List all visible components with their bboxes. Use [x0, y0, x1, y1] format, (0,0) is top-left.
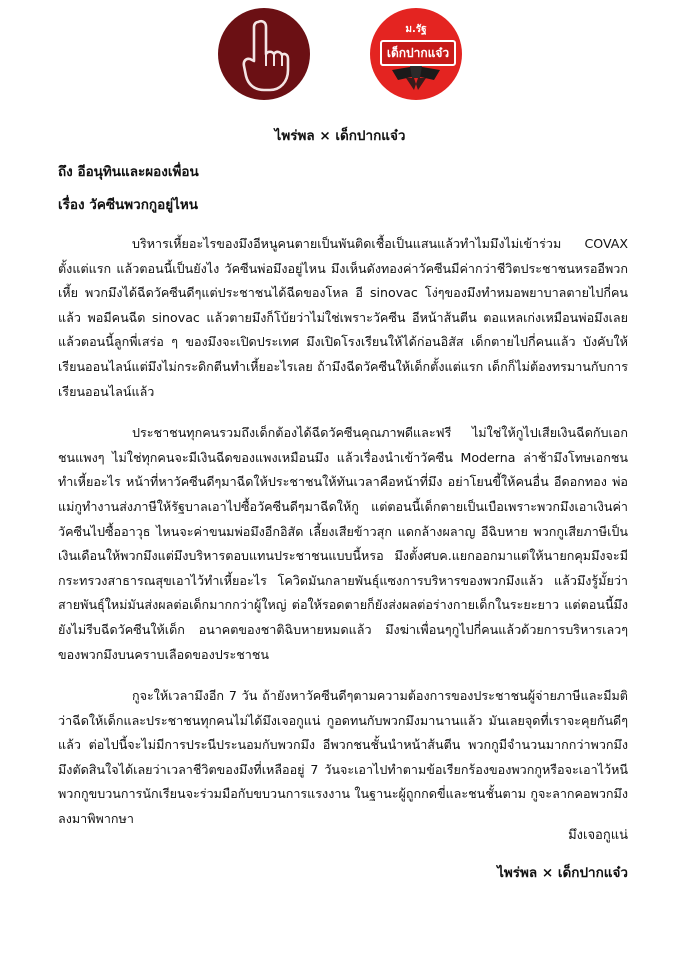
letter-paragraph-2: ประชาชนทุกคนรวมถึงเด็กต้องได้ฉีดวัคซีนคุณภาพดีและฟรี ไม่ใช่ให้กูไปเสียเงินฉีดกับเอกชนแพงๆ ไม่ใช่ทุกคนจะมีเงินฉีดของแพงเหมือนมึง แล้วเรื่องนำเข้าวัคซีน Moderna ล่าช้ามึงโทษเอกชนทำเหี้ยอะไร หน้าที่หาวัคซีนดีๆมาฉีดให้ประชาชนให้ทันเวลาคือหน้าที่มึง อย่าโยนขี้ให้คนอื่น อีดอกทอง พ่อแม่กูทำงานส่งภาษีให้รัฐบาลเอาไปซื้อวัคซีนดีๆมาฉีดให้กู แต่ตอนนี้เด็กตายเป็นเบือเพราะพวกมึงเอาเงินค่าวัคซีนไปซื้ออาวุธ ไหนจะค่าขนมพ่อมึงอีกอิสัด เลี้ยงเสียข้าวสุก แดกล้างผลาญ อีฉิบหาย พวกกูเสียภาษีเป็นเงินเดือนให้พวกมึงแต่มึงบริหารตอบแทนประชาชนแบบนี้หรอ มึงตั้งศบค.แยกออกมาแต่ให้นายกคุมมึงจะมีกระทรวงสาธารณสุขเอาไว้ทำเหี้ยอะไร โควิดมันกลายพันธุ์แซงการบริหารของพวกมึงแล้ว แล้วมึงรู้มั้ยว่าสายพันธุ์ใหม่มันส่งผลต่อเด็กมากกว่าผู้ใหญ่ ต่อให้รอดตายก็ยังส่งผลต่อร่างกายเด็กในระยะยาว แต่ตอนนี้มึงยังไม่รีบฉีดวัคซีนให้เด็ก อนาคตของชาติฉิบหายหมดแล้ว มึงฆ่าเพื่อนๆกูไปกี่คนแล้วด้วยการบริหารเลวๆของพวกมึงบนคราบเลือดของประชาชน	[58, 425, 628, 662]
dek-pak-jaew-logo	[370, 8, 462, 100]
raised-fist-icon	[218, 8, 310, 100]
letter-subject: เรื่อง วัคซีนพวกกูอยู่ไหน	[58, 197, 199, 213]
logo-header	[0, 8, 680, 104]
letter-closing: มึงเจอกูแน่	[568, 828, 628, 843]
raised-fist-logo	[218, 8, 310, 100]
letter-body	[58, 232, 628, 849]
letter-signer-footer: ไพร่พล × เด็กปากแจ๋ว	[497, 865, 628, 881]
letter-paragraph-3: กูจะให้เวลามึงอีก 7 วัน ถ้ายังหาวัคซีนดีๆตามความต้องการของประชาชนผู้จ่ายภาษีและมีมติว่าฉีดให้เด็กและประชาชนทุกคนไม่ได้มึงเจอกูแน่ กูอดทนกับพวกมึงมานานแล้ว มันเลยจุดที่เราจะคุยกันดีๆแล้ว ต่อไปนี้จะไม่มีการประนีประนอมกับพวกมึง อีพวกชนชั้นนำหน้าส้นตีน พวกกูมีจำนวนมากกว่าพวกมึง มึงตัดสินใจได้เลยว่าเวลาชีวิตของมึงที่เหลืออยู่ 7 วันจะเอาไปทำตามข้อเรียกร้องของพวกกูหรือจะเอาไว้หนี พวกกูขบวนการนักเรียนจะร่วมมือกับขบวนการแรงงาน ในฐานะผู้ถูกกดขี่และชนชั้นตาม กูจะลากคอพวกมึงลงมาพิพากษา	[58, 688, 628, 827]
letter-paragraph-1: บริหารเหี้ยอะไรของมึงอีหนูคนตายเป็นพันติดเชื้อเป็นแสนแล้วทำไมมึงไม่เข้าร่วม COVAX ตั้งแต่แรก แล้วตอนนี้เป็นยังไง วัคซีนพ่อมึงอยู่ไหน มึงเห็นดังทองค่าวัคซีนมีค่ากว่าชีวิตประชาชนหรออีพวกเหี้ย พวกมึงได้ฉีดวัคซีนดีๆแต่ประชาชนได้ฉีดของโหล อี sinovac โง่ๆของมึงทำหมอพยาบาลตายไปกี่คนแล้ว พอมีคนฉีด sinovac แล้วตายมึงก็โบ้ยว่าไม่ใช่เพราะวัคซีน อีหน้าส้นตีน ตอแหลเก่งเหมือนพ่อมึงเลย แล้วตอนนี้ลูกพี่เสร่อ ๆ ของมึงจะเปิดประเทศ มึงเปิดโรงเรียนให้ได้ก่อนอิสัส เด็กตายไปกี่คนแล้ว บังคับให้เรียนออนไลน์แต่มึงไม่กระดิกตีนทำเหี้ยอะไรเลย ถ้ามึงฉีดวัคซีนให้เด็กตั้งแต่แรก เด็กก็ไม่ต้องทรมานกับการเรียนออนไลน์แล้ว	[58, 236, 628, 399]
badge-main-text: เด็กปากแจ๋ว	[380, 40, 456, 66]
letter-addressee: ถึง อีอนุทินและผองเพื่อน	[58, 164, 199, 180]
letter-signer-heading: ไพร่พล × เด็กปากแจ๋ว	[274, 128, 406, 144]
badge-top-text: ม.รัฐ	[405, 24, 427, 35]
